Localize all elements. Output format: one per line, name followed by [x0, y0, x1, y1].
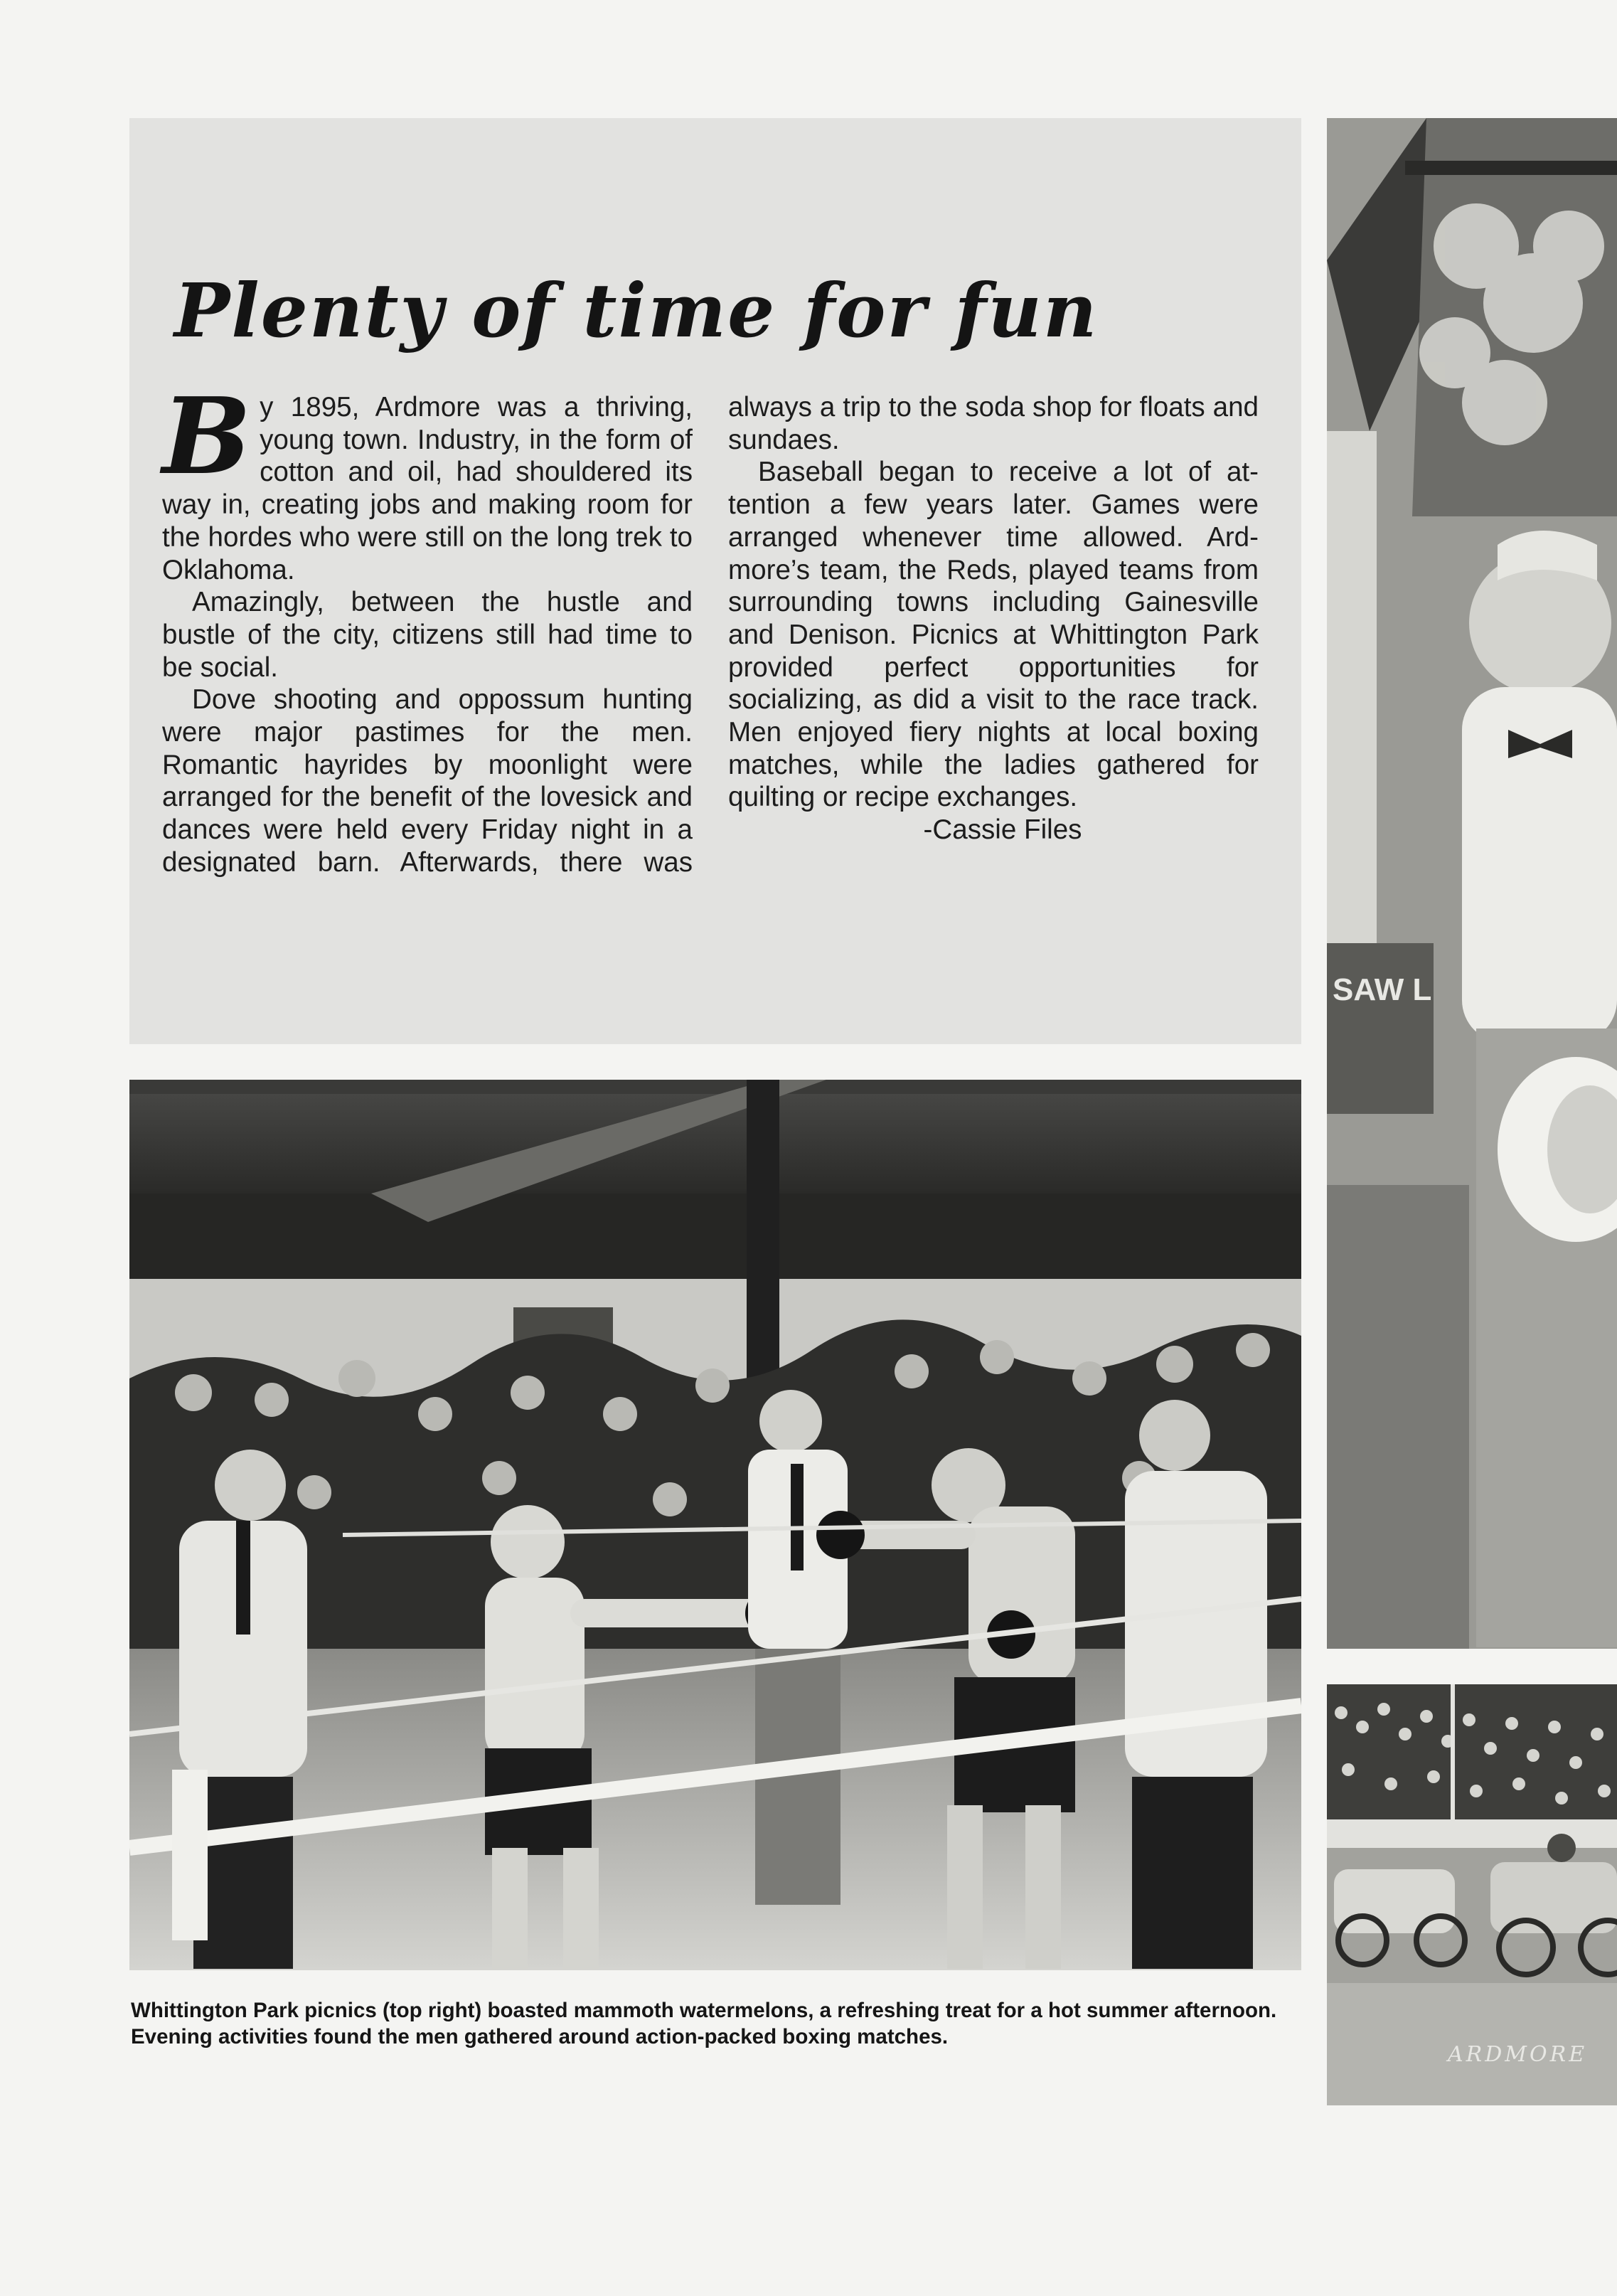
story-title: Plenty of time for fun: [174, 267, 1099, 354]
photo-caption: Whittington Park picnics (top right) boasted mammoth watermelons, a refreshing treat for a hot summer afternoon. Evening activities found the men gathered around action-packed boxing matches.: [131, 1999, 1277, 2048]
photo-overlay-text: ARDMORE: [1448, 2042, 1588, 2067]
story-paragraph: Baseball began to receive a lot of attention a few years later. Games were arranged whenever time allowed. Ardmore’s team, the Reds, played teams from surrounding towns including Gainesville and Denison. Picnics at Whittington Park provided perfect opportunities for socializing, as did a visit to the race track. Men enjoyed fiery nights at local boxing matches, while the ladies gathered for quilting or recipe exchanges.: [728, 457, 1259, 813]
drop-cap: B: [162, 374, 252, 498]
race-track-photo: [1327, 1684, 1617, 2105]
man-portrait-photo: [1327, 118, 1617, 1649]
sign-text: SAW L: [1333, 972, 1432, 1007]
story-body: [162, 374, 1259, 889]
byline: -Cassie Files: [923, 814, 1082, 846]
boxing-match-illustration: [129, 1080, 1301, 1970]
story-paragraph: Dove shooting and oppossum hunting were major pastimes for the men. Romantic hayrides by moonlight were arranged for the benefit of the lovesick and dances were held every Friday night in a designated barn. Afterwards, there was always a trip to the soda shop for floats and sundaes.: [162, 392, 1259, 878]
man-portrait-illustration: [1327, 118, 1617, 1649]
race-track-illustration: [1327, 1684, 1617, 2105]
boxing-match-photo: [129, 1080, 1301, 1970]
story-paragraph: Amazingly, between the hustle and bustle of the city, citizens still had time to be social.: [162, 587, 693, 683]
story-paragraph: By 1895, Ardmore was a thriving, young town. Industry, in the form of cotton and oil, had shouldered its way in, creating jobs and making room for the hordes who were still on the long trek to Oklahoma.: [162, 374, 693, 585]
